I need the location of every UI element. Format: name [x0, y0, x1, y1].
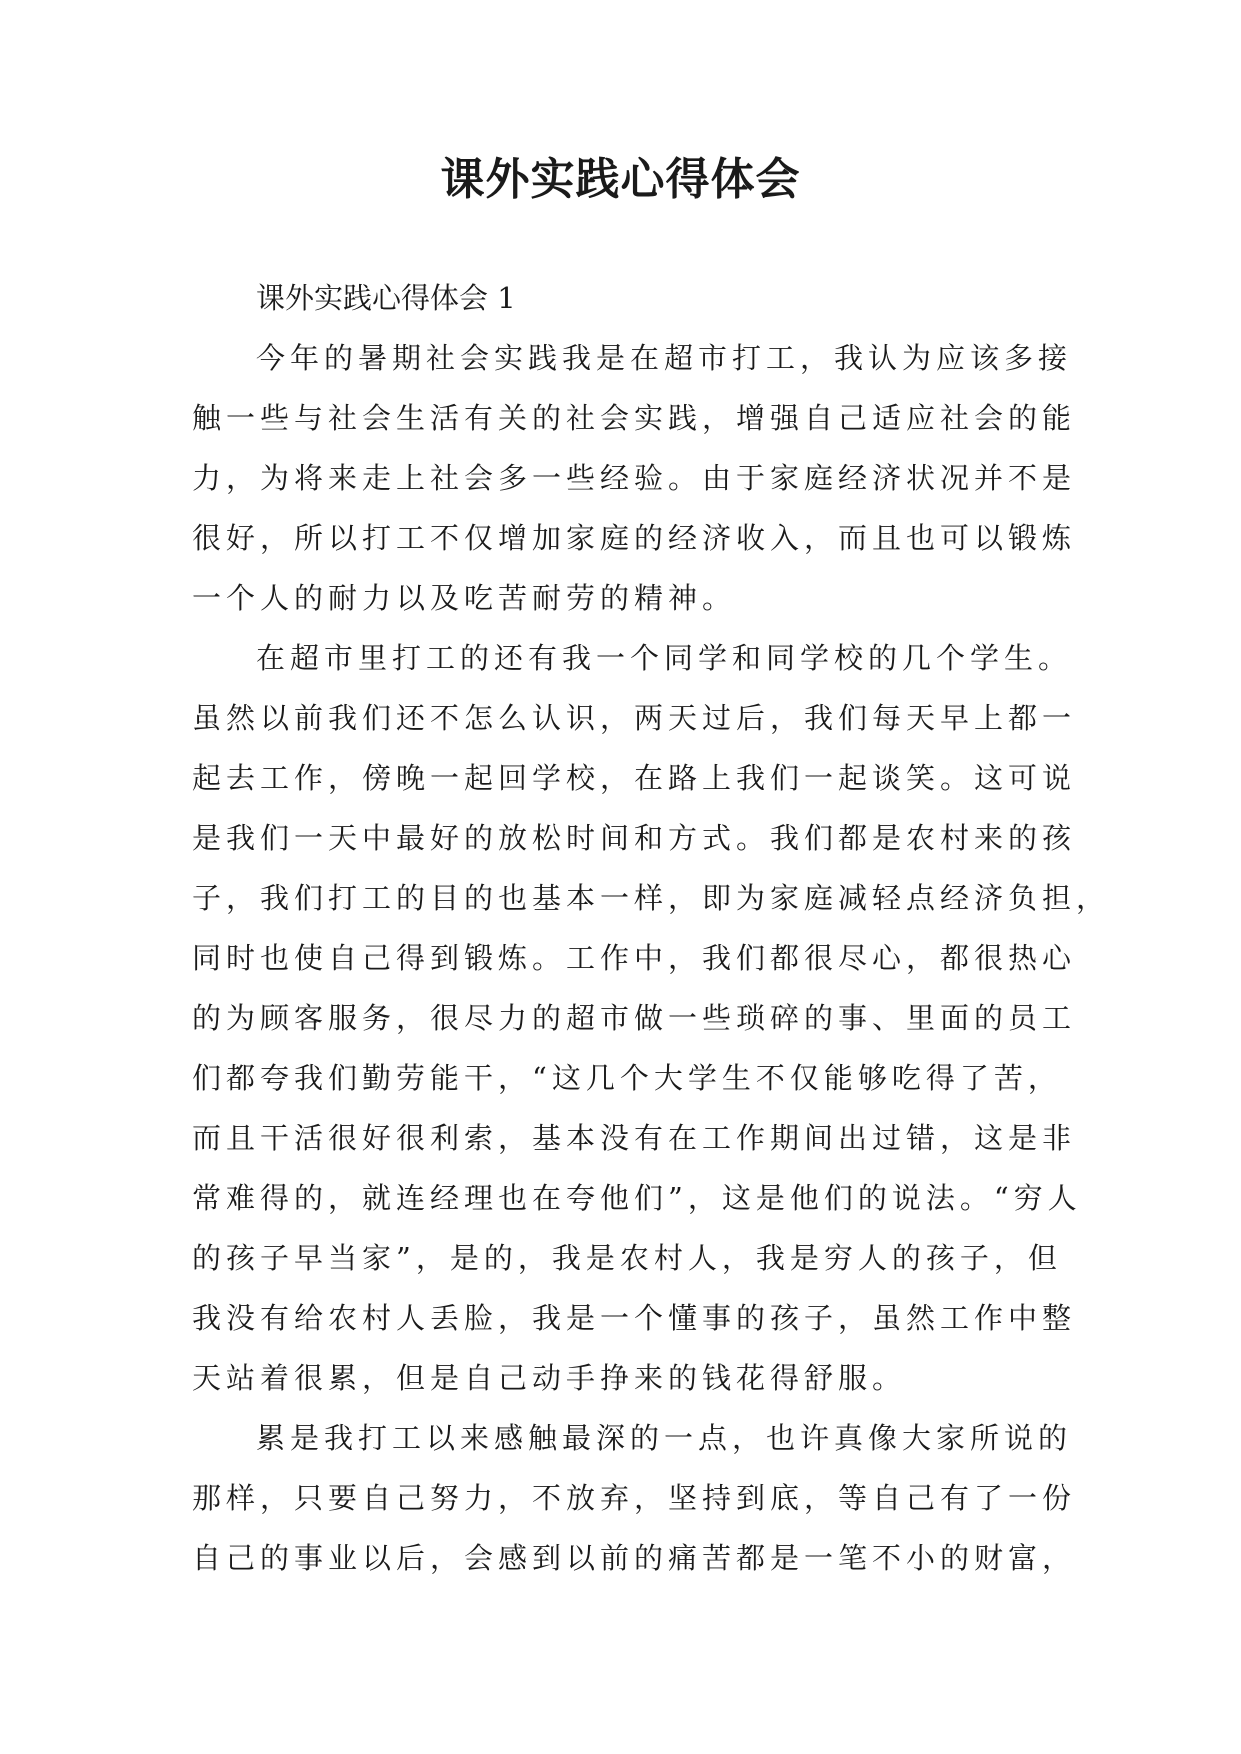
text-line: 虽然以前我们还不怎么认识，两天过后，我们每天早上都一 [192, 701, 1077, 735]
text-line: 的为顾客服务，很尽力的超市做一些琐碎的事、里面的员工 [192, 1001, 1077, 1035]
text-line: 起去工作，傍晚一起回学校，在路上我们一起谈笑。这可说 [192, 761, 1077, 795]
text-line: 们都夸我们勤劳能干，“这几个大学生不仅能够吃得了苦， [192, 1061, 1062, 1095]
text-line: 子，我们打工的目的也基本一样，即为家庭减轻点经济负担， [192, 881, 1111, 915]
text-line: 常难得的，就连经理也在夸他们”，这是他们的说法。“穷人 [192, 1181, 1082, 1215]
text-line: 天站着很累，但是自己动手挣来的钱花得舒服。 [192, 1361, 907, 1395]
text-line: 累是我打工以来感触最深的一点，也许真像大家所说的 [256, 1421, 1073, 1455]
text-line: 力，为将来走上社会多一些经验。由于家庭经济状况并不是 [192, 461, 1077, 495]
text-line: 很好，所以打工不仅增加家庭的经济收入，而且也可以锻炼 [192, 521, 1077, 555]
paragraph-1 [192, 328, 1077, 628]
section-subheading: 课外实践心得体会 1 [256, 281, 516, 315]
text-line: 的孩子早当家”，是的，我是农村人，我是穷人的孩子，但 [192, 1241, 1062, 1275]
text-line: 在超市里打工的还有我一个同学和同学校的几个学生。 [256, 641, 1073, 675]
paragraph-3 [192, 1408, 1077, 1588]
text-line: 是我们一天中最好的放松时间和方式。我们都是农村来的孩 [192, 821, 1077, 855]
document-body [192, 268, 1111, 1588]
text-line: 同时也使自己得到锻炼。工作中，我们都很尽心，都很热心 [192, 941, 1077, 975]
text-line: 而且干活很好很利索，基本没有在工作期间出过错，这是非 [192, 1121, 1077, 1155]
text-line: 触一些与社会生活有关的社会实践，增强自己适应社会的能 [192, 401, 1077, 435]
document-title: 课外实践心得体会 [440, 154, 801, 205]
paragraph-2 [192, 628, 1111, 1408]
text-line: 那样，只要自己努力，不放弃，坚持到底，等自己有了一份 [192, 1481, 1077, 1515]
text-line: 我没有给农村人丢脸，我是一个懂事的孩子，虽然工作中整 [192, 1301, 1077, 1335]
text-line: 自己的事业以后，会感到以前的痛苦都是一笔不小的财富， [192, 1541, 1077, 1575]
text-line: 今年的暑期社会实践我是在超市打工，我认为应该多接 [256, 341, 1073, 375]
text-line: 一个人的耐力以及吃苦耐劳的精神。 [192, 581, 737, 615]
